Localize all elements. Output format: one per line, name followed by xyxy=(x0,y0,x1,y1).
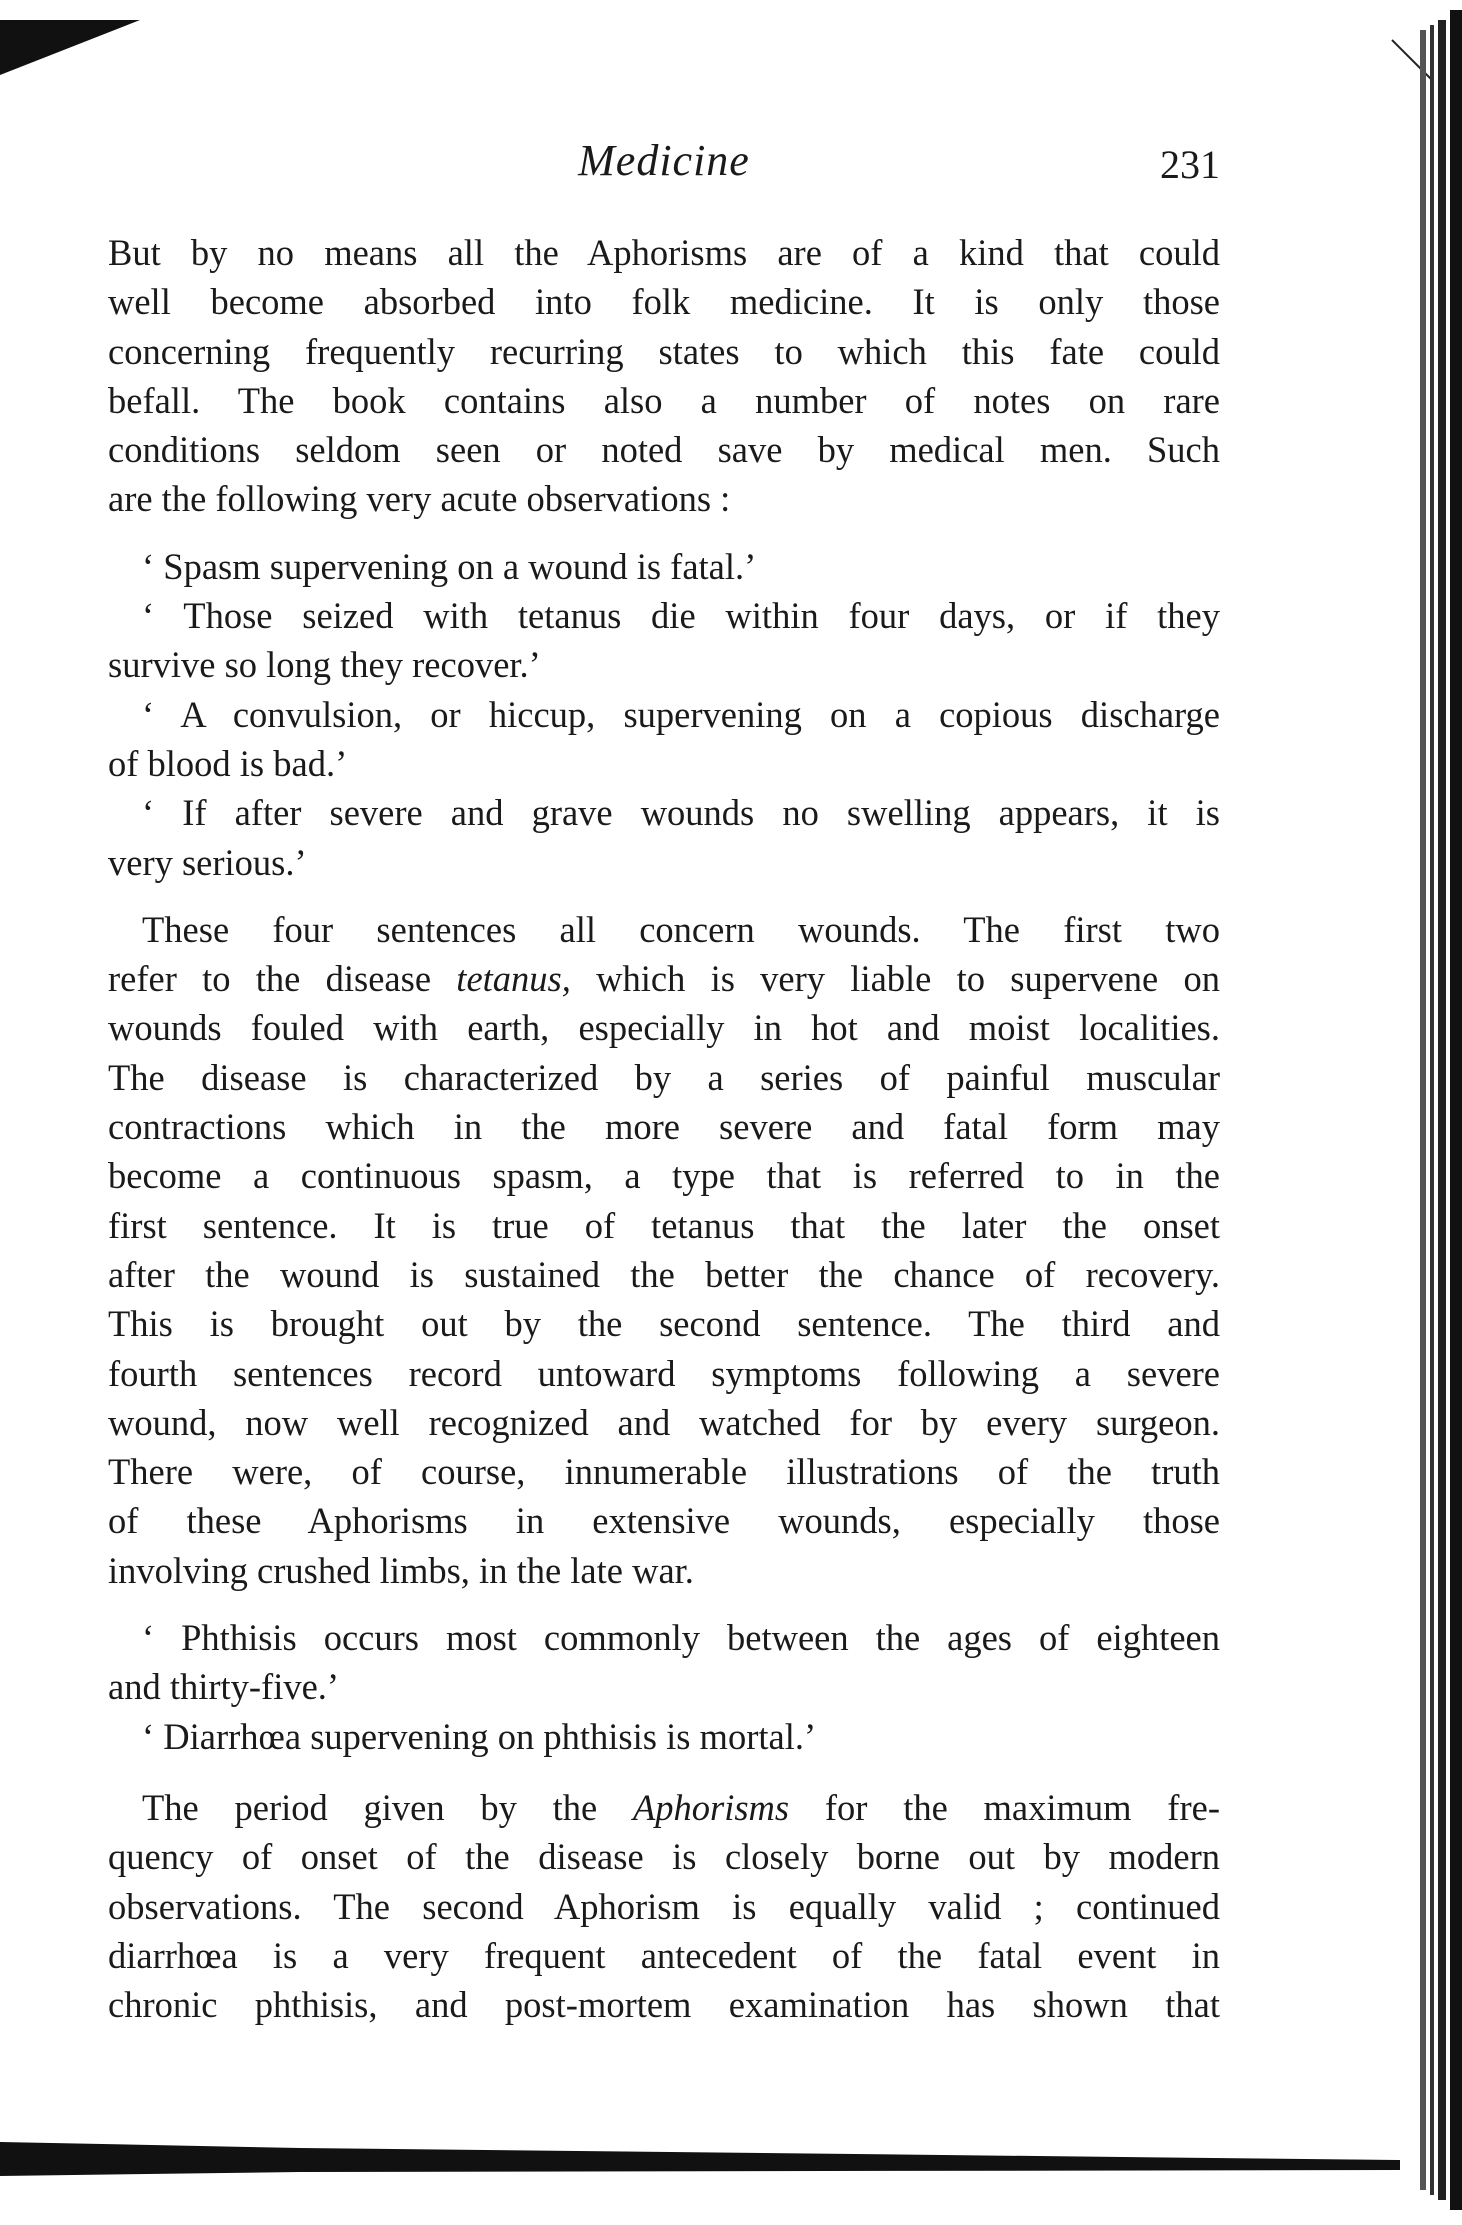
text-line: The period given by the Aphorisms for the maximum fre- xyxy=(142,1786,1220,1828)
quote-line: ‘ A convulsion, or hiccup, supervening on a copious discharge xyxy=(142,693,1220,735)
paragraph-2 xyxy=(108,905,1220,1595)
body-text xyxy=(108,228,1220,2029)
text-line: There were, of course, innumerable illustrations of the truth xyxy=(108,1451,1220,1493)
quote-line: ‘ Those seized with tetanus die within four days, or if they xyxy=(142,595,1220,637)
quote-line: ‘ Spasm supervening on a wound is fatal.’ xyxy=(142,545,757,587)
text-line: after the wound is sustained the better the chance of recovery. xyxy=(108,1253,1220,1295)
text-line: conditions seldom seen or noted save by medical men. Such xyxy=(108,429,1220,471)
paragraph-1 xyxy=(108,228,1220,524)
text-line: chronic phthisis, and post-mortem examination has shown that xyxy=(108,1984,1220,2026)
scan-corner-mark xyxy=(0,20,140,80)
quoted-aphorisms-wounds xyxy=(108,542,1220,887)
text-line: refer to the disease tetanus, which is very liable to supervene on xyxy=(108,958,1221,1000)
quote-line: very serious.’ xyxy=(108,841,307,883)
text-line: wounds fouled with earth, especially in hot and moist localities. xyxy=(108,1007,1220,1049)
quote-line: and thirty-five.’ xyxy=(108,1666,340,1708)
running-head xyxy=(108,135,1220,195)
text-line: of these Aphorisms in extensive wounds, especially those xyxy=(108,1500,1220,1542)
italic-term: Aphorisms xyxy=(632,1786,790,1828)
text-line: are the following very acute observations : xyxy=(108,478,731,520)
text-line: well become absorbed into folk medicine. It is only those xyxy=(108,281,1220,323)
text-line: concerning frequently recurring states to which this fate could xyxy=(108,330,1220,372)
quote-line: ‘ Phthisis occurs most commonly between the ages of eighteen xyxy=(142,1617,1220,1659)
page-number: 231 xyxy=(1160,142,1220,187)
text-line: befall. The book contains also a number of notes on rare xyxy=(108,379,1220,421)
text-line: wound, now well recognized and watched for by every surgeon. xyxy=(108,1401,1220,1443)
text-line: These four sentences all concern wounds. The first two xyxy=(142,908,1220,950)
text-line: The disease is characterized by a series of painful muscular xyxy=(108,1056,1220,1098)
quote-line: ‘ If after severe and grave wounds no swelling appears, it is xyxy=(142,792,1220,834)
text-line: But by no means all the Aphorisms are of a kind that could xyxy=(108,232,1220,273)
quote-line: survive so long they recover.’ xyxy=(108,644,541,686)
text-line: diarrhœa is a very frequent antecedent of the fatal event in xyxy=(108,1934,1220,1976)
text-line: become a continuous spasm, a type that is referred to in the xyxy=(108,1155,1220,1197)
running-title: Medicine xyxy=(578,136,750,185)
paragraph-3 xyxy=(108,1783,1220,2029)
text-line: first sentence. It is true of tetanus that the later the onset xyxy=(108,1204,1220,1246)
italic-term: tetanus, xyxy=(456,958,571,1000)
text-line: fourth sentences record untoward symptoms following a severe xyxy=(108,1352,1220,1394)
text-line: quency of onset of the disease is closely borne out by modern xyxy=(108,1836,1220,1878)
quoted-aphorisms-phthisis xyxy=(108,1613,1220,1761)
quote-line: ‘ Diarrhœa supervening on phthisis is mortal.’ xyxy=(142,1715,817,1757)
book-spine-edge xyxy=(1372,0,1462,2225)
quote-line: of blood is bad.’ xyxy=(108,742,348,784)
text-line: This is brought out by the second sentence. The third and xyxy=(108,1303,1220,1345)
text-line: observations. The second Aphorism is equally valid ; continued xyxy=(108,1885,1220,1927)
text-line: contractions which in the more severe and fatal form may xyxy=(108,1106,1220,1148)
scan-bottom-shadow xyxy=(0,2140,1400,2180)
text-line: involving crushed limbs, in the late war. xyxy=(108,1549,694,1591)
